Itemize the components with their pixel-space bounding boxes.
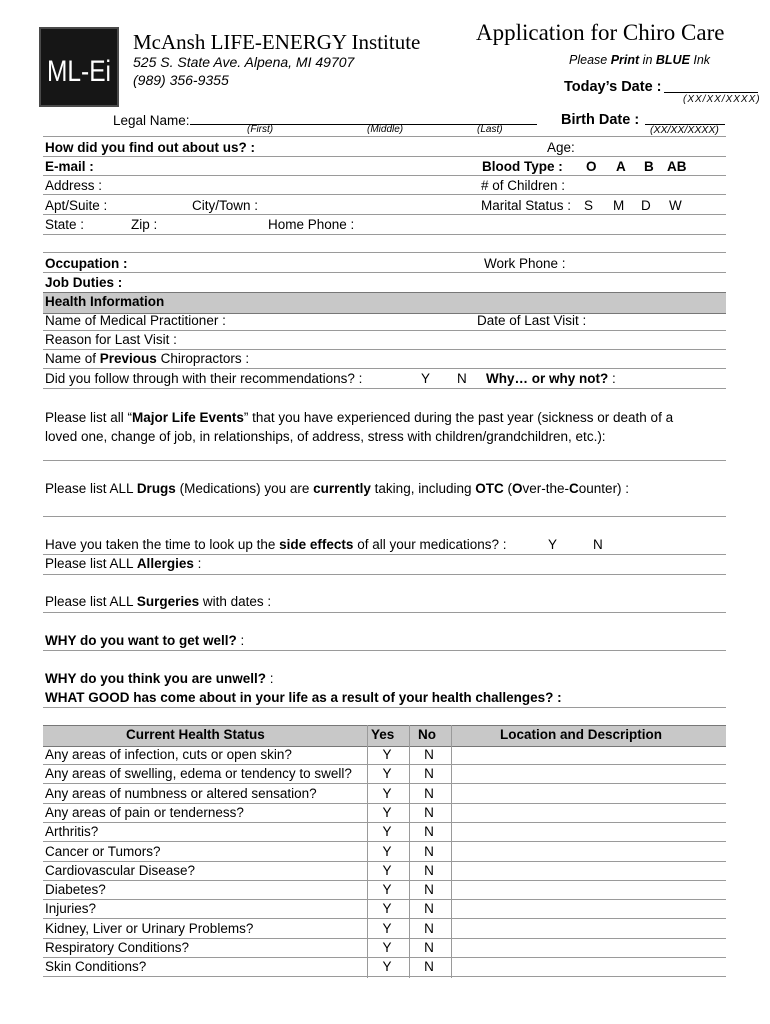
todays-date-label: Today’s Date :	[564, 79, 662, 95]
occupation-label: Occupation :	[45, 256, 128, 271]
health-status-row	[45, 958, 725, 977]
what-good-question: WHAT GOOD has come about in your life as a result of your health challenges? :	[45, 690, 562, 705]
logo-text: ML-Ei	[47, 55, 111, 88]
condition-no-option[interactable]: N	[424, 901, 434, 916]
side-effects-pre: Have you taken the time to look up the	[45, 537, 280, 552]
follow-through-label: Did you follow through with their recommendations? :	[45, 371, 363, 386]
why-well-bold: WHY do you want to get well?	[45, 633, 237, 648]
condition-label: Any areas of infection, cuts or open skin?	[45, 747, 292, 762]
city-town-label: City/Town :	[192, 198, 259, 213]
last-visit-date-label: Date of Last Visit :	[477, 313, 587, 328]
surgeries-post: with dates :	[199, 594, 272, 609]
surgeries-question	[45, 594, 271, 609]
condition-label: Kidney, Liver or Urinary Problems?	[45, 921, 254, 936]
address-label: Address :	[45, 178, 103, 193]
prev-chiro-prefix: Name of	[45, 351, 100, 366]
blood-type-ab[interactable]: AB	[667, 159, 687, 174]
marital-option-m[interactable]: M	[613, 198, 625, 213]
birth-date-label: Birth Date :	[561, 112, 640, 128]
health-status-row	[45, 881, 725, 900]
reason-last-visit-label: Reason for Last Visit :	[45, 332, 177, 347]
allergies-question	[45, 556, 201, 571]
condition-yes-option[interactable]: Y	[382, 901, 392, 916]
condition-yes-option[interactable]: Y	[382, 766, 392, 781]
side-effects-question	[45, 537, 507, 552]
institute-name: McAnsh LIFE-ENERGY Institute	[133, 30, 421, 54]
blood-type-a[interactable]: A	[616, 159, 626, 174]
follow-through-no[interactable]: N	[457, 371, 467, 386]
ink-note-blue: BLUE	[655, 53, 690, 67]
marital-status-label: Marital Status :	[481, 198, 572, 213]
why-or-why-not-label	[486, 371, 616, 386]
allergies-post: :	[193, 556, 202, 571]
col-current-health-status: Current Health Status	[126, 727, 265, 742]
condition-yes-option[interactable]: Y	[382, 805, 392, 820]
blood-type-o[interactable]: O	[586, 159, 597, 174]
zip-label: Zip :	[131, 217, 158, 232]
birth-date-format: (XX/XX/XXXX)	[650, 124, 719, 136]
practitioner-label: Name of Medical Practitioner :	[45, 313, 226, 328]
health-status-row	[45, 746, 725, 765]
condition-label: Cancer or Tumors?	[45, 844, 161, 859]
life-events-pre: Please list all “	[45, 410, 133, 425]
condition-yes-option[interactable]: Y	[382, 844, 392, 859]
row-divider	[43, 783, 726, 784]
condition-label: Any areas of pain or tenderness?	[45, 805, 244, 820]
form-title: Application for Chiro Care	[476, 20, 725, 45]
side-effects-no[interactable]: N	[593, 537, 603, 552]
col-yes: Yes	[371, 727, 395, 742]
previous-chiropractors-label	[45, 351, 249, 366]
row-divider	[43, 214, 726, 215]
health-status-row	[45, 920, 725, 939]
allergies-pre: Please list ALL	[45, 556, 137, 571]
work-phone-label: Work Phone :	[484, 256, 566, 271]
condition-no-option[interactable]: N	[424, 921, 434, 936]
legal-name-label: Legal Name:	[113, 113, 190, 128]
surgeries-pre: Please list ALL	[45, 594, 137, 609]
drugs-currently: currently	[313, 481, 371, 496]
condition-no-option[interactable]: N	[424, 805, 434, 820]
row-divider	[43, 136, 726, 137]
side-effects-yes[interactable]: Y	[548, 537, 558, 552]
condition-no-option[interactable]: N	[424, 940, 434, 955]
health-status-row	[45, 785, 725, 804]
job-duties-label: Job Duties :	[45, 275, 123, 290]
drugs-mid: (Medications) you are	[175, 481, 314, 496]
condition-label: Arthritis?	[45, 824, 99, 839]
condition-no-option[interactable]: N	[424, 766, 434, 781]
life-events-question-line2: loved one, change of job, in relationships, of address, stress with children/grandchildren, etc.):	[45, 429, 606, 444]
condition-label: Any areas of swelling, edema or tendency to swell?	[45, 766, 352, 781]
row-divider	[43, 234, 726, 235]
drugs-ounter: ounter) :	[578, 481, 630, 496]
condition-yes-option[interactable]: Y	[382, 921, 392, 936]
row-divider	[43, 918, 726, 919]
todays-date-format: (XX/XX/XXXX)	[683, 94, 761, 105]
ink-note-prefix: Please	[569, 53, 611, 67]
blood-type-label: Blood Type :	[482, 159, 563, 174]
why-unwell-post: :	[266, 671, 274, 686]
state-label: State :	[45, 217, 85, 232]
col-no: No	[418, 727, 436, 742]
institute-address: 525 S. State Ave. Alpena, MI 49707	[133, 54, 355, 70]
institute-logo	[39, 27, 119, 107]
answer-line[interactable]	[43, 650, 726, 651]
condition-label: Respiratory Conditions?	[45, 940, 190, 955]
condition-no-option[interactable]: N	[424, 844, 434, 859]
condition-no-option[interactable]: N	[424, 747, 434, 762]
health-status-row	[45, 862, 725, 881]
drugs-mid2: taking, including	[370, 481, 476, 496]
drugs-o: O	[512, 481, 523, 496]
condition-no-option[interactable]: N	[424, 786, 434, 801]
life-events-bold: Major Life Events	[132, 410, 244, 425]
marital-option-w[interactable]: W	[669, 198, 682, 213]
health-status-row	[45, 900, 725, 919]
col-location-description: Location and Description	[500, 727, 663, 742]
home-phone-label: Home Phone :	[268, 217, 355, 232]
condition-no-option[interactable]: N	[424, 882, 434, 897]
drugs-open: (	[503, 481, 512, 496]
condition-no-option[interactable]: N	[424, 824, 434, 839]
drugs-c: C	[569, 481, 579, 496]
email-label: E-mail :	[45, 159, 94, 174]
first-name-hint: (First)	[247, 124, 274, 135]
drugs-pre: Please list ALL	[45, 481, 137, 496]
drugs-otc: OTC	[475, 481, 504, 496]
condition-no-option[interactable]: N	[424, 863, 434, 878]
answer-line[interactable]	[43, 707, 726, 708]
drugs-question	[45, 481, 629, 496]
condition-label: Skin Conditions?	[45, 959, 147, 974]
row-divider	[43, 272, 726, 273]
health-info-title: Health Information	[45, 294, 165, 309]
life-events-post: ” that you have experienced during the past year (sickness or death of a	[243, 410, 674, 425]
todays-date-field[interactable]	[664, 92, 758, 93]
prev-chiro-bold: Previous	[99, 351, 157, 366]
why-unwell-bold: WHY do you think you are unwell?	[45, 671, 267, 686]
side-effects-post: of all your medications? :	[353, 537, 507, 552]
ink-note-suffix: Ink	[689, 53, 711, 67]
blood-type-b[interactable]: B	[644, 159, 654, 174]
row-divider	[43, 388, 726, 389]
health-status-row	[45, 765, 725, 784]
age-label: Age:	[547, 140, 575, 155]
apt-suite-label: Apt/Suite :	[45, 198, 108, 213]
why-unwell-question	[45, 671, 274, 686]
middle-name-hint: (Middle)	[367, 124, 404, 135]
why-well-post: :	[236, 633, 245, 648]
marital-option-s[interactable]: S	[584, 198, 594, 213]
why-label: Why… or why not?	[486, 371, 609, 386]
last-name-hint: (Last)	[477, 124, 503, 135]
why-get-well-question	[45, 633, 244, 648]
row-divider	[43, 368, 726, 369]
side-effects-bold: side effects	[279, 537, 354, 552]
ink-note-print: Print	[610, 53, 640, 67]
row-divider	[43, 330, 726, 331]
condition-label: Injuries?	[45, 901, 97, 916]
row-divider	[43, 976, 726, 977]
answer-line[interactable]	[43, 612, 726, 613]
condition-no-option[interactable]: N	[424, 959, 434, 974]
how-found-label: How did you find out about us? :	[45, 140, 255, 155]
condition-yes-option[interactable]: Y	[382, 824, 392, 839]
condition-yes-option[interactable]: Y	[382, 747, 392, 762]
why-colon: :	[608, 371, 616, 386]
condition-label: Any areas of numbness or altered sensation?	[45, 786, 317, 801]
answer-line[interactable]	[43, 460, 726, 461]
row-divider	[43, 156, 726, 157]
row-divider	[43, 841, 726, 842]
answer-line[interactable]	[43, 516, 726, 517]
allergies-bold: Allergies	[136, 556, 194, 571]
condition-yes-option[interactable]: Y	[382, 940, 392, 955]
condition-yes-option[interactable]: Y	[382, 959, 392, 974]
row-divider	[43, 175, 726, 176]
ink-note-mid: in	[639, 53, 656, 67]
health-status-row	[45, 823, 725, 842]
follow-through-yes[interactable]: Y	[421, 371, 431, 386]
drugs-ver: ver-the-	[522, 481, 570, 496]
answer-line[interactable]	[43, 554, 726, 555]
condition-label: Cardiovascular Disease?	[45, 863, 196, 878]
prev-chiro-suffix: Chiropractors :	[156, 351, 250, 366]
surgeries-bold: Surgeries	[136, 594, 200, 609]
row-divider	[43, 194, 726, 195]
health-status-row	[45, 804, 725, 823]
condition-yes-option[interactable]: Y	[382, 882, 392, 897]
ink-instruction	[569, 53, 710, 67]
life-events-question	[45, 410, 673, 425]
drugs-bold: Drugs	[136, 481, 176, 496]
condition-yes-option[interactable]: Y	[382, 863, 392, 878]
condition-yes-option[interactable]: Y	[382, 786, 392, 801]
health-status-row	[45, 939, 725, 958]
institute-phone: (989) 356-9355	[133, 72, 229, 88]
marital-option-d[interactable]: D	[641, 198, 651, 213]
logo-mark	[45, 41, 113, 93]
row-divider	[43, 252, 726, 253]
condition-label: Diabetes?	[45, 882, 106, 897]
answer-line[interactable]	[43, 574, 726, 575]
row-divider	[43, 349, 726, 350]
children-label: # of Children :	[481, 178, 566, 193]
health-status-row	[45, 843, 725, 862]
